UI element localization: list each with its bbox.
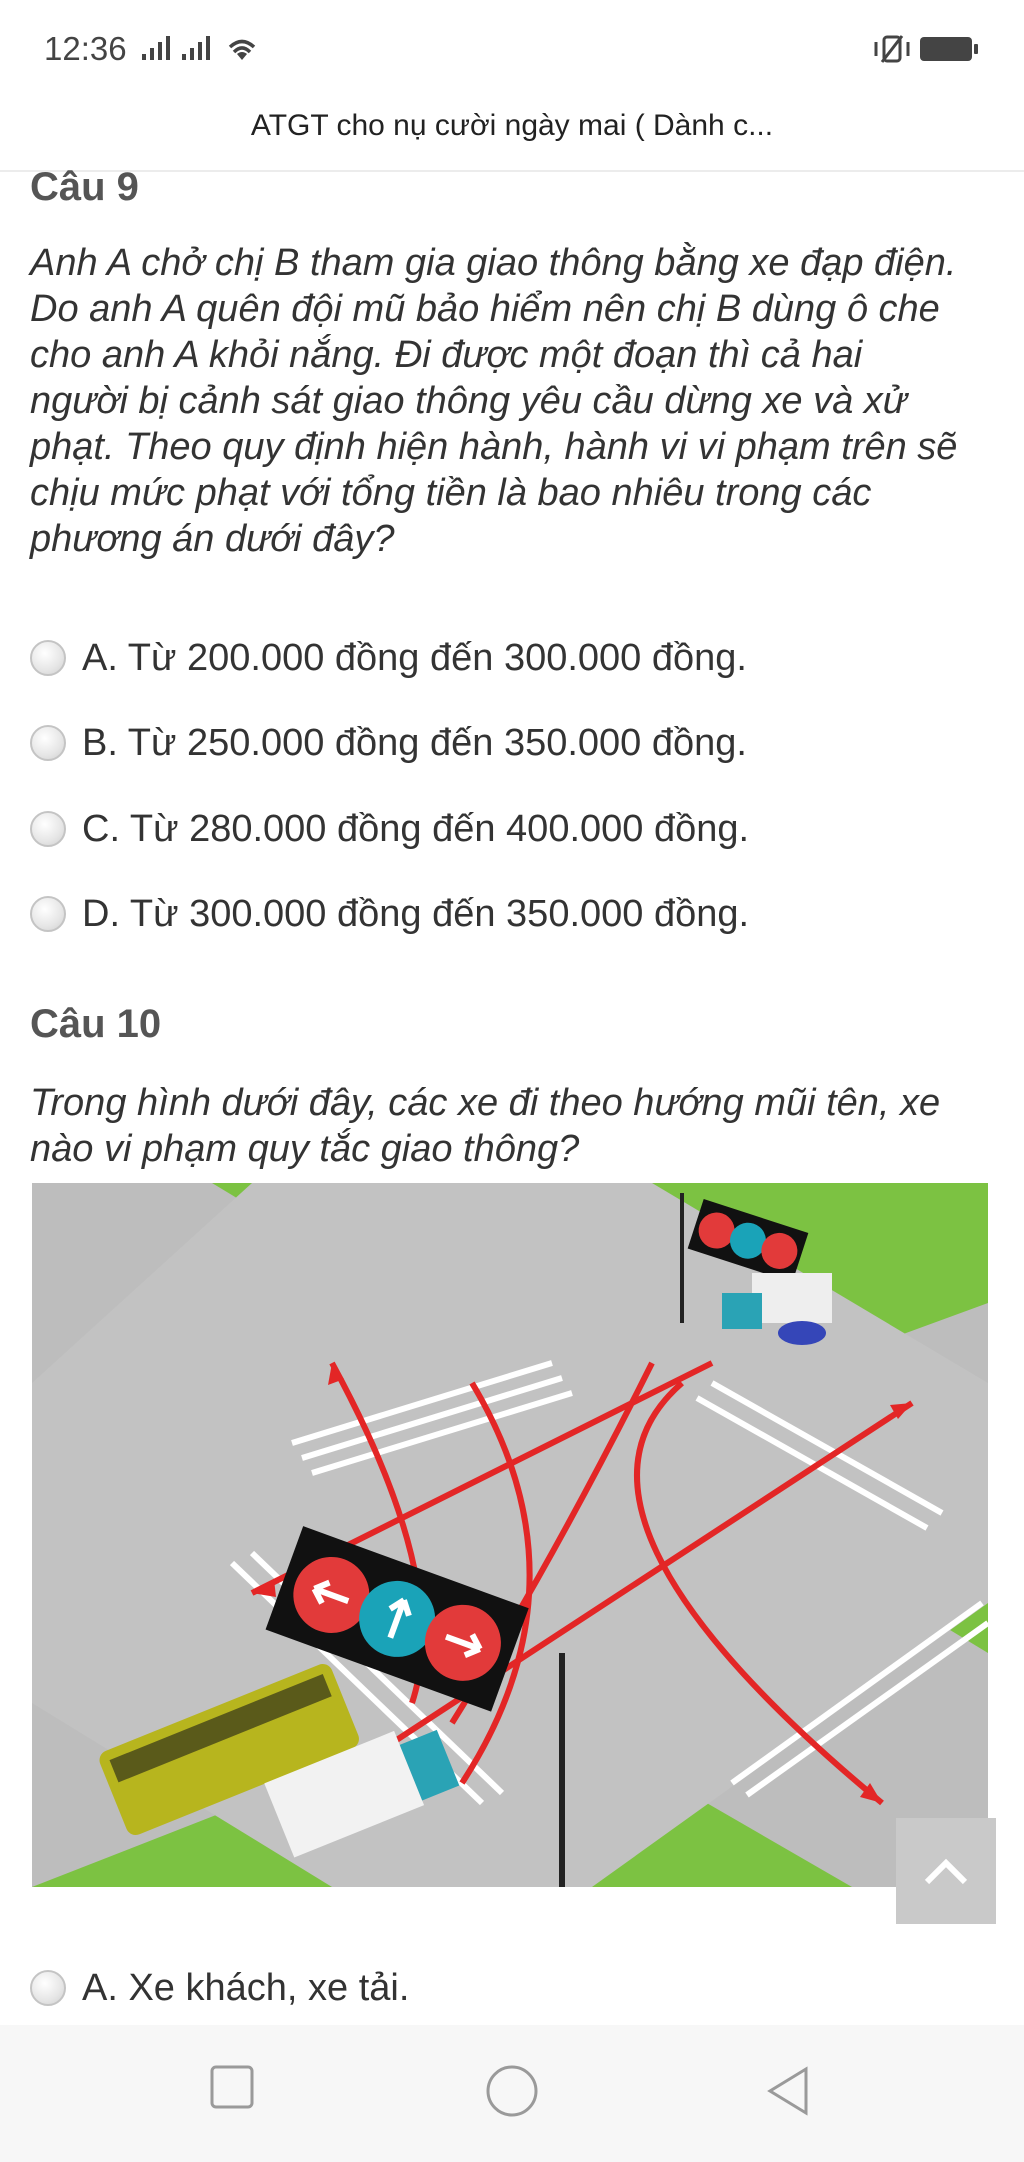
question-9-line: chịu mức phạt với tổng tiền là bao nhiêu trong các: [30, 472, 872, 514]
option-label: D. Từ 300.000 đồng đến 350.000 đồng.: [82, 892, 750, 935]
question-9-line: Do anh A quên đội mũ bảo hiểm nên chị B dùng ô che: [30, 288, 940, 330]
status-time: 12:36: [44, 30, 127, 67]
question-10-line: nào vi phạm quy tắc giao thông?: [30, 1128, 580, 1170]
title-bar: [0, 100, 1024, 172]
question-9-label: Câu 9: [30, 165, 139, 209]
question-9-line: cho anh A khỏi nắng. Đi được một đoạn thì cả hai: [30, 334, 863, 376]
intersection-image: [32, 1183, 988, 1887]
option-label: C. Từ 280.000 đồng đến 400.000 đồng.: [82, 807, 750, 850]
signal-icon: [140, 34, 180, 62]
radio-button[interactable]: [30, 1970, 66, 2006]
battery-icon: [918, 34, 980, 64]
option-label: A. Xe khách, xe tải.: [82, 1966, 410, 2009]
option-9a[interactable]: [30, 628, 747, 688]
question-9-line: phạt. Theo quy định hiện hành, hành vi vi phạm trên sẽ: [30, 426, 958, 468]
signal-icon-2: [180, 34, 220, 62]
option-9d[interactable]: [30, 884, 749, 944]
option-9c[interactable]: [30, 799, 749, 859]
radio-button[interactable]: [30, 640, 66, 676]
option-10a[interactable]: [30, 1958, 409, 2018]
option-label: B. Từ 250.000 đồng đến 350.000 đồng.: [82, 721, 747, 764]
option-9b[interactable]: [30, 713, 747, 773]
circle-icon[interactable]: [484, 2063, 540, 2119]
question-9-text: [30, 240, 998, 562]
radio-button[interactable]: [30, 896, 66, 932]
question-10-text: [30, 1080, 998, 1172]
square-icon[interactable]: [208, 2063, 256, 2111]
question-9-line: Anh A chở chị B tham gia giao thông bằng xe đạp điện.: [30, 242, 957, 284]
status-bar: [0, 0, 1024, 100]
scroll-top-button[interactable]: [896, 1818, 996, 1924]
triangle-back-icon[interactable]: [764, 2063, 812, 2119]
question-10-label: Câu 10: [30, 1002, 162, 1046]
radio-button[interactable]: [30, 725, 66, 761]
question-9-line: người bị cảnh sát giao thông yêu cầu dừng xe và xử: [30, 380, 907, 422]
radio-button[interactable]: [30, 811, 66, 847]
page-title: ATGT cho nụ cười ngày mai ( Dành c...: [250, 109, 774, 142]
question-10-line: Trong hình dưới đây, các xe đi theo hướng mũi tên, xe: [30, 1082, 941, 1124]
chevron-up-icon: [921, 1856, 971, 1886]
status-right: [870, 34, 980, 64]
question-9-line: phương án dưới đây?: [30, 518, 395, 560]
wifi-icon: [224, 34, 260, 64]
navigation-bar: [0, 2025, 1024, 2162]
vibrate-icon: [870, 34, 914, 64]
option-label: A. Từ 200.000 đồng đến 300.000 đồng.: [82, 636, 747, 679]
